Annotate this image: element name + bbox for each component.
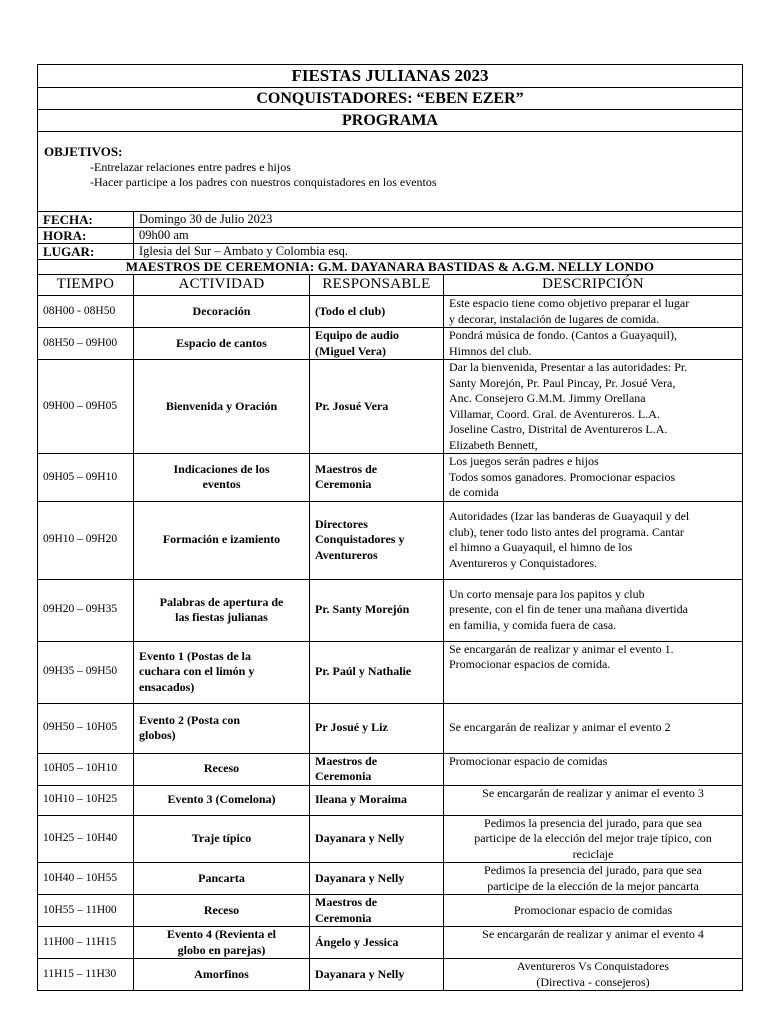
- row-description-line: Joseline Castro, Distrital de Aventureros L.A.: [449, 422, 668, 436]
- program-table: [37, 64, 743, 991]
- row-description: [444, 895, 743, 927]
- row-activity: [134, 579, 310, 641]
- row-description-line: Anc. Consejero G.M.M. Jimmy Orellana: [449, 391, 646, 405]
- row-activity: [134, 296, 310, 328]
- row-time: [38, 360, 134, 454]
- place-label: LUGAR:: [38, 244, 134, 260]
- row-description-line: Se encargarán de realizar y animar el evento 4: [482, 927, 704, 941]
- row-description-line: Promocionar espacio de comidas: [513, 902, 673, 917]
- row-responsible: [310, 959, 444, 991]
- row-time: [38, 895, 134, 927]
- row-time: [38, 641, 134, 703]
- row-activity-line: globo en parejas): [177, 942, 266, 957]
- row-activity-line: Amorfinos: [194, 966, 249, 981]
- row-time: [38, 328, 134, 360]
- row-description: [444, 927, 743, 959]
- column-header-responsible: RESPONSABLE: [310, 275, 444, 296]
- row-description-line: Promocionar espacios de comida.: [449, 657, 611, 671]
- row-responsible: [310, 753, 444, 785]
- row-description: [444, 454, 743, 502]
- row-activity-line: Evento 1 (Postas de la: [139, 648, 251, 663]
- row-responsible-line: Ceremonia: [315, 477, 372, 492]
- row-description-line: el himno a Guayaquil, el himno de los: [449, 540, 633, 554]
- row-responsible: [310, 296, 444, 328]
- row-time-text: 11H00 – 11H15: [43, 935, 117, 948]
- schedule-row: [38, 895, 743, 927]
- row-time-text: 10H40 – 10H55: [43, 871, 118, 884]
- row-description-line: reciclaje: [572, 846, 614, 861]
- program-document: [37, 64, 742, 991]
- date-value: Domingo 30 de Julio 2023: [134, 212, 743, 228]
- row-description: [444, 296, 743, 328]
- document-title: FIESTAS JULIANAS 2023: [38, 65, 743, 88]
- row-time-text: 10H55 – 11H00: [43, 903, 117, 916]
- row-activity-line: Bienvenida y Oración: [165, 398, 278, 413]
- row-description: [444, 815, 743, 863]
- row-responsible-line: (Todo el club): [315, 303, 386, 318]
- row-description: [444, 328, 743, 360]
- row-time: [38, 959, 134, 991]
- schedule-row: [38, 296, 743, 328]
- row-description-line: Pedimos la presencia del jurado, para que sea: [484, 815, 702, 830]
- row-description-line: Promocionar espacio de comidas: [449, 753, 608, 768]
- row-description-line: Se encargarán de realizar y animar el evento 3: [482, 785, 704, 800]
- row-time: [38, 454, 134, 502]
- row-activity: [134, 328, 310, 360]
- row-time-text: 09H50 – 10H05: [43, 721, 118, 734]
- row-description-line: participe de la elección de la mejor pancarta: [487, 878, 699, 893]
- row-description-line: Este espacio tiene como objetivo preparar el lugar: [449, 296, 690, 310]
- row-responsible: [310, 863, 444, 895]
- row-description-line: participe de la elección del mejor traje típico, con: [474, 831, 712, 845]
- row-time-text: 08H00 - 08H50: [43, 304, 116, 317]
- row-activity-line: ensacados): [139, 679, 195, 694]
- row-responsible-line: Ceremonia: [315, 769, 372, 783]
- schedule-row: [38, 328, 743, 360]
- schedule-row: [38, 815, 743, 863]
- schedule-row: [38, 959, 743, 991]
- row-activity-line: Receso: [203, 761, 240, 776]
- row-time: [38, 703, 134, 753]
- objectives-label: OBJETIVOS:: [44, 144, 123, 159]
- row-responsible: [310, 641, 444, 703]
- row-activity-line: Decoración: [192, 303, 251, 318]
- row-description-line: Se encargarán de realizar y animar el evento 1.: [449, 641, 674, 656]
- row-activity: [134, 863, 310, 895]
- column-header-row: [38, 275, 743, 296]
- row-responsible-line: Pr. Santy Morejón: [315, 602, 410, 617]
- row-responsible-line: Ileana y Moraima: [315, 792, 407, 807]
- schedule-row: [38, 703, 743, 753]
- row-activity: [134, 927, 310, 959]
- row-description-line: Autoridades (Izar las banderas de Guayaquil y del: [449, 509, 690, 523]
- row-time: [38, 785, 134, 815]
- row-activity-line: Palabras de apertura de: [159, 594, 284, 609]
- row-activity-line: cuchara con el limón y: [139, 664, 255, 679]
- row-responsible-line: Dayanara y Nelly: [315, 831, 405, 845]
- row-activity-line: Evento 4 (Revienta el: [167, 927, 276, 941]
- row-time-text: 10H25 – 10H40: [43, 832, 118, 844]
- schedule-row: [38, 785, 743, 815]
- row-responsible-line: Directores: [315, 516, 368, 531]
- objective-item: -Entrelazar relaciones entre padres e hijos: [90, 159, 291, 174]
- row-description: [444, 641, 743, 703]
- row-activity: [134, 641, 310, 703]
- schedule-row: [38, 454, 743, 502]
- row-activity-line: Traje típico: [191, 831, 252, 845]
- row-time: [38, 863, 134, 895]
- row-responsible-line: Conquistadores y: [315, 532, 405, 547]
- row-activity: [134, 959, 310, 991]
- row-responsible: [310, 815, 444, 863]
- row-time-text: 09H35 – 09H50: [43, 665, 118, 678]
- row-responsible-line: Maestros de: [315, 753, 378, 768]
- row-description: [444, 959, 743, 991]
- row-description: [444, 753, 743, 785]
- row-responsible-line: Maestros de: [315, 895, 378, 909]
- row-responsible: [310, 501, 444, 579]
- schedule-row: [38, 501, 743, 579]
- row-time-text: 09H10 – 09H20: [43, 533, 118, 546]
- schedule-row: [38, 579, 743, 641]
- row-activity: [134, 454, 310, 502]
- row-time-text: 09H20 – 09H35: [43, 603, 118, 616]
- row-activity-line: Formación e izamiento: [162, 532, 281, 547]
- row-responsible-line: Aventureros: [315, 547, 378, 562]
- column-header-activity: ACTIVIDAD: [134, 275, 310, 296]
- row-activity: [134, 703, 310, 753]
- row-responsible: [310, 785, 444, 815]
- row-description-line: Himnos del club.: [449, 343, 532, 358]
- column-header-time: TIEMPO: [38, 275, 134, 296]
- row-activity-line: globos): [139, 728, 176, 742]
- row-time: [38, 501, 134, 579]
- row-description-line: Aventureros y Conquistadores.: [449, 555, 598, 570]
- row-time: [38, 753, 134, 785]
- row-description-line: Elizabeth Bennett,: [449, 437, 538, 452]
- row-activity-line: eventos: [202, 477, 241, 492]
- row-responsible-line: Pr. Paúl y Nathalie: [315, 664, 412, 679]
- row-description-line: Dar la bienvenida, Presentar a las autoridades: Pr.: [449, 360, 688, 374]
- row-activity-line: las fiestas julianas: [175, 610, 268, 624]
- row-description-line: Santy Morejón, Pr. Paul Pincay, Pr. Josué Vera,: [449, 375, 676, 390]
- row-time-text: 10H10 – 10H25: [43, 793, 118, 806]
- time-value: 09h00 am: [134, 228, 743, 244]
- row-responsible-line: Maestros de: [315, 461, 378, 476]
- objectives-section: [38, 132, 743, 212]
- program-heading: PROGRAMA: [38, 110, 743, 132]
- row-description-line: Se encargarán de realizar y animar el evento 2: [449, 720, 671, 735]
- row-responsible: [310, 927, 444, 959]
- row-activity: [134, 895, 310, 927]
- row-responsible-line: Ángelo y Jessica: [315, 934, 399, 949]
- schedule-row: [38, 927, 743, 959]
- row-description-line: de comida: [449, 485, 499, 499]
- row-description-line: Pondrá música de fondo. (Cantos a Guayaquil),: [449, 328, 677, 342]
- row-description-line: Los juegos serán padres e hijos: [449, 454, 599, 468]
- row-responsible: [310, 703, 444, 753]
- club-name: CONQUISTADORES: “EBEN EZER”: [38, 88, 743, 110]
- row-description-line: (Directiva - consejeros): [536, 974, 650, 989]
- row-activity: [134, 360, 310, 454]
- schedule-row: [38, 360, 743, 454]
- row-time: [38, 579, 134, 641]
- row-responsible-line: (Miguel Vera): [315, 343, 386, 358]
- row-responsible-line: Ceremonia: [315, 910, 372, 925]
- row-description: [444, 501, 743, 579]
- row-activity-line: Pancarta: [198, 870, 245, 885]
- date-label: FECHA:: [38, 212, 134, 228]
- row-description-line: Un corto mensaje para los papitos y club: [449, 586, 645, 601]
- row-description-line: Todos somos ganadores. Promocionar espacios: [449, 469, 676, 484]
- row-description-line: y decorar, instalación de lugares de comida.: [449, 311, 660, 326]
- schedule-row: [38, 753, 743, 785]
- objective-item: -Hacer participe a los padres con nuestros conquistadores en los eventos: [90, 175, 437, 189]
- row-responsible-line: Dayanara y Nelly: [315, 870, 405, 885]
- row-time-text: 09H00 – 09H05: [43, 399, 118, 412]
- row-time-text: 10H05 – 10H10: [43, 762, 118, 775]
- row-time: [38, 927, 134, 959]
- row-description-line: Aventureros Vs Conquistadores: [516, 959, 670, 973]
- row-description: [444, 785, 743, 815]
- row-responsible: [310, 454, 444, 502]
- row-description-line: presente, con el fin de tener una mañana divertida: [449, 602, 688, 617]
- row-responsible-line: Pr Josué y Liz: [315, 720, 388, 735]
- row-responsible: [310, 579, 444, 641]
- row-description-line: Villamar, Coord. Gral. de Aventureros. L.A.: [449, 406, 660, 421]
- row-activity: [134, 501, 310, 579]
- row-responsible: [310, 360, 444, 454]
- place-value: Iglesia del Sur – Ambato y Colombia esq.: [134, 244, 743, 260]
- row-description: [444, 703, 743, 753]
- row-description: [444, 360, 743, 454]
- row-time-text: 09H05 – 09H10: [43, 470, 118, 483]
- row-description-line: en familia, y comida fuera de casa.: [449, 617, 617, 632]
- row-responsible-line: Dayanara y Nelly: [315, 966, 405, 981]
- row-responsible: [310, 328, 444, 360]
- row-activity: [134, 815, 310, 863]
- time-label: HORA:: [38, 228, 134, 244]
- row-activity-line: Evento 3 (Comelona): [167, 792, 276, 807]
- row-time: [38, 815, 134, 863]
- schedule-row: [38, 641, 743, 703]
- schedule-row: [38, 863, 743, 895]
- row-activity: [134, 785, 310, 815]
- masters-of-ceremony: MAESTROS DE CEREMONIA: G.M. DAYANARA BASTIDAS & A.G.M. NELLY LONDO: [38, 260, 743, 275]
- row-responsible-line: Pr. Josué Vera: [315, 398, 389, 413]
- row-time-text: 08H50 – 09H00: [43, 336, 118, 349]
- row-responsible-line: Equipo de audio: [315, 328, 400, 342]
- row-description-line: club), tener todo listo antes del programa. Cantar: [449, 524, 684, 539]
- row-description: [444, 863, 743, 895]
- row-activity-line: Receso: [203, 902, 240, 917]
- row-description-line: Pedimos la presencia del jurado, para que sea: [484, 863, 702, 877]
- row-time-text: 11H15 – 11H30: [43, 967, 117, 980]
- row-description: [444, 579, 743, 641]
- row-activity-line: Espacio de cantos: [176, 335, 267, 350]
- column-header-description: DESCRIPCIÓN: [444, 275, 743, 296]
- row-activity-line: Evento 2 (Posta con: [139, 712, 240, 727]
- row-activity-line: Indicaciones de los: [173, 461, 270, 476]
- row-responsible: [310, 895, 444, 927]
- row-activity: [134, 753, 310, 785]
- row-time: [38, 296, 134, 328]
